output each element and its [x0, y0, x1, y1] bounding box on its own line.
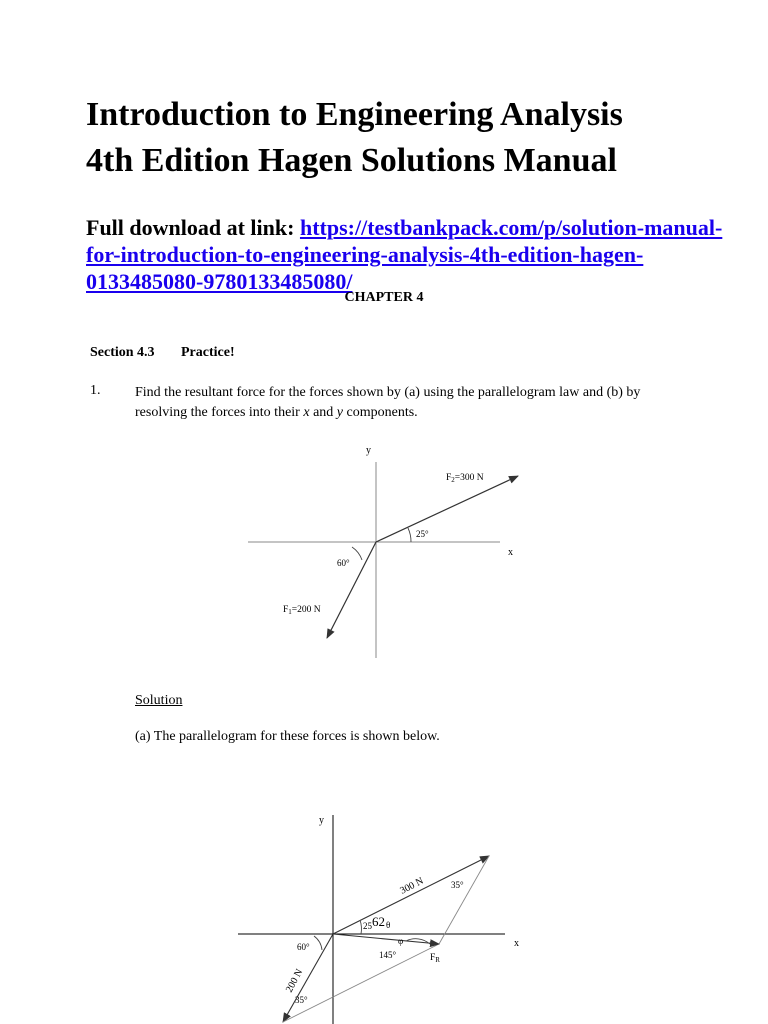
parallelogram-side-right — [439, 856, 489, 944]
angle-60-label: 60° — [337, 558, 350, 568]
problem-x: x — [303, 405, 310, 420]
angle-60-arc — [314, 936, 322, 950]
f1-label: $F_1=200$ N — [283, 605, 321, 616]
problem-text-2: components. — [343, 405, 418, 420]
angle-35-bottom: 35° — [295, 995, 308, 1005]
parallelogram-side-bottom — [283, 944, 439, 1022]
angle-145-label: 145° — [379, 950, 397, 960]
angle-25-label: 25 — [363, 921, 372, 931]
angle-theta-label: θ — [386, 920, 391, 930]
angle-25-label: 25° — [416, 529, 429, 539]
problem-text-1: Find the resultant force for the forces shown by (a) using the parallelogram law and (b) by resolving the forces into their — [135, 385, 641, 420]
angle-phi-label: φ — [398, 936, 404, 946]
fig1-y-label: y — [366, 445, 371, 456]
section-number: Section 4.3 — [90, 345, 155, 360]
label-200n: 200 N — [283, 967, 306, 995]
download-link[interactable]: https://testbankpack.com/p/solution-manual-for-introduction-to-engineering-analysis-4th-edition-hagen-0133485080-9780133485080/ — [86, 215, 723, 294]
fig2-y-label: y — [319, 815, 324, 826]
fig2-x-label: x — [514, 938, 519, 949]
angle-62-label: 62 — [372, 914, 385, 929]
vector-300n — [333, 856, 489, 934]
fig1-x-label: x — [508, 547, 513, 558]
chapter-heading: CHAPTER 4 — [344, 290, 424, 305]
solution-heading: Solution — [135, 693, 183, 708]
angle-35-top: 35° — [451, 880, 464, 890]
section-practice: Practice! — [181, 345, 235, 360]
angle-25-arc — [360, 920, 361, 934]
label-300n: 300 N — [398, 875, 426, 897]
resultant-label: $F_R$ — [430, 953, 440, 964]
problem-y: y — [336, 405, 343, 420]
title-line-2: 4th Edition Hagen Solutions Manual — [86, 142, 617, 179]
angle-60-label: 60° — [297, 942, 310, 952]
f2-label: $F_2=300$ N — [446, 473, 484, 484]
problem-and: and — [309, 405, 337, 420]
resultant-vector — [333, 934, 439, 944]
solution-part-a: (a) The parallelogram for these forces is shown below. — [135, 729, 440, 744]
problem-number: 1. — [90, 383, 101, 398]
title-line-1: Introduction to Engineering Analysis — [86, 96, 623, 133]
download-label: Full download at link: — [86, 215, 295, 240]
